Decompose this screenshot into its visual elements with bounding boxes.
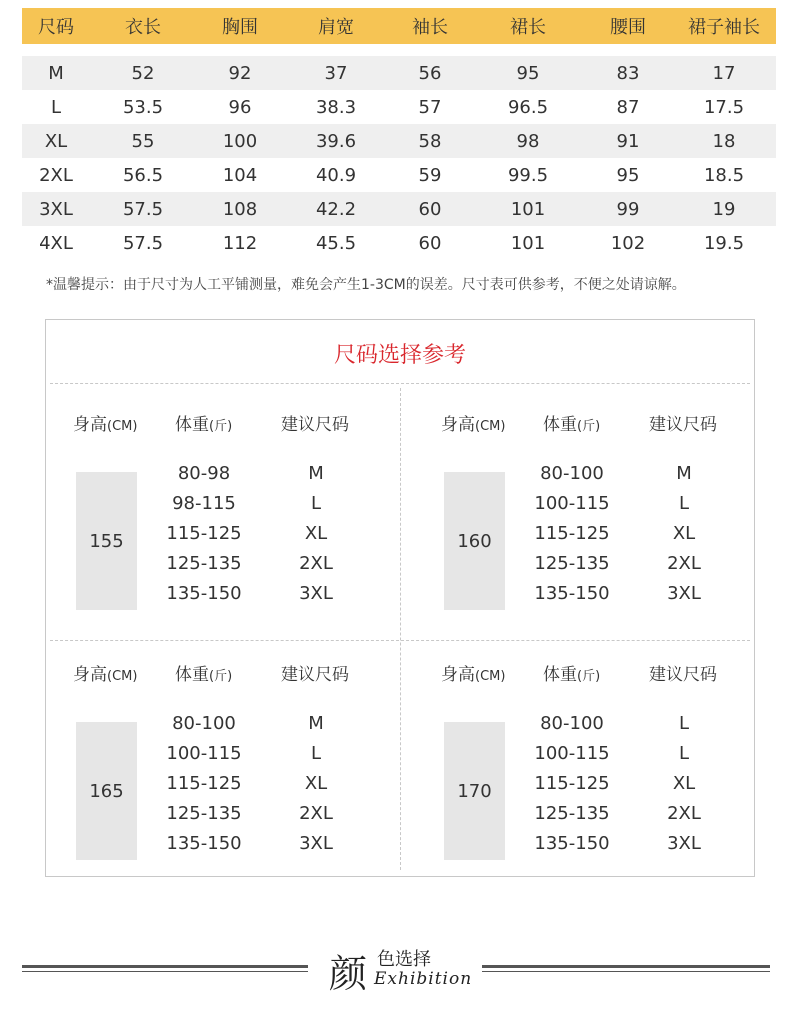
banner-line-right-thin [482,971,770,972]
size-value: 95 [516,62,540,84]
color-exhibition-banner [22,945,770,995]
height-header-text: 身高 [73,415,107,435]
size-header-text: 建议尺码 [281,415,349,435]
height-header-text: 身高 [73,665,107,685]
header-size: 尺码 [38,17,74,38]
size-table-header [22,8,776,44]
banner-line-left [22,965,308,968]
weight-range: 135-150 [534,833,610,854]
size-value: 99.5 [507,164,549,186]
size-row [22,158,776,192]
size-value: 91 [616,130,640,152]
height-header-text: 身高 [441,415,475,435]
banner-title: 色选择 [377,949,431,970]
size-value: 60 [418,232,442,254]
height-header [73,660,137,685]
banner-line-left-thin [22,971,308,972]
size-value: 38.3 [315,96,357,118]
size-value: 101 [510,232,546,254]
suggested-size: L [678,713,690,734]
size-value: 83 [616,62,640,84]
divider-top [50,383,750,384]
weight-header-text: 体重 [543,415,577,435]
size-value: 60 [418,198,442,220]
weight-range: 100-115 [166,743,242,764]
suggested-size: 2XL [667,553,701,574]
height-header [441,410,505,435]
weight-range: 125-135 [534,553,610,574]
size-value: 17 [712,62,736,84]
size-value: 95 [616,164,640,186]
size-table [22,8,776,260]
weight-header-text: 体重 [175,665,209,685]
size-header-text: 建议尺码 [649,665,717,685]
size-value: 39.6 [315,130,357,152]
header-length: 衣长 [125,17,161,38]
header-sleeve: 袖长 [412,17,448,38]
size-value: 57.5 [122,198,164,220]
height-header-text: 身高 [441,665,475,685]
banner-big-char: 颜 [329,952,368,996]
size-value: 19 [712,198,736,220]
weight-range: 115-125 [534,523,610,544]
height-header-unit: (CM) [107,669,138,684]
suggested-size: XL [672,523,696,544]
size-value: 42.2 [315,198,357,220]
suggested-size: XL [672,773,696,794]
weight-range: 80-98 [177,463,231,484]
reference-group [414,410,754,645]
size-header-text: 建议尺码 [649,415,717,435]
size-value: 56.5 [122,164,164,186]
weight-header [175,660,232,685]
size-value: 92 [228,62,252,84]
height-header [441,660,505,685]
weight-range: 115-125 [166,523,242,544]
size-value: 45.5 [315,232,357,254]
weight-range: 125-135 [534,803,610,824]
weight-header [543,660,600,685]
weight-header-text: 体重 [175,415,209,435]
size-value: 104 [222,164,258,186]
suggested-size: M [308,463,324,484]
size-value: 101 [510,198,546,220]
height-header [73,410,137,435]
suggested-size: 3XL [667,833,701,854]
weight-header-unit: (斤) [577,669,601,684]
suggested-size: 2XL [667,803,701,824]
size-header [281,410,349,435]
size-header [649,410,717,435]
header-skirt-length: 裙长 [510,17,546,38]
height-header-unit: (CM) [475,669,506,684]
weight-range: 98-115 [172,493,236,514]
size-row [22,124,776,158]
size-value: 57.5 [122,232,164,254]
size-label: M [48,62,64,84]
weight-range: 115-125 [166,773,242,794]
weight-range: 135-150 [166,583,242,604]
size-value: 56 [418,62,442,84]
measurement-note: *温馨提示：由于尺寸为人工平铺测量，难免会产生1-3CM的误差。尺寸表可供参考，不便之处请谅解。 [46,277,686,293]
reference-group [46,660,386,895]
weight-range: 100-115 [534,743,610,764]
banner-line-right [482,965,770,968]
size-row [22,192,776,226]
size-value: 19.5 [703,232,745,254]
size-value: 87 [616,96,640,118]
banner-english: Exhibition [374,969,473,989]
size-value: 59 [418,164,442,186]
height-value: 165 [76,722,137,860]
size-label: XL [44,130,68,152]
size-value: 55 [131,130,155,152]
size-header-text: 建议尺码 [281,665,349,685]
weight-header-unit: (斤) [577,419,601,434]
size-value: 102 [610,232,646,254]
size-value: 96 [228,96,252,118]
size-value: 40.9 [315,164,357,186]
suggested-size: XL [304,523,328,544]
size-value: 52 [131,62,155,84]
size-value: 17.5 [703,96,745,118]
suggested-size: L [310,493,322,514]
height-header-unit: (CM) [475,419,506,434]
header-waist: 腰围 [610,17,646,38]
suggested-size: M [676,463,692,484]
header-skirt-sleeve: 裙子袖长 [688,17,760,38]
size-value: 37 [324,62,348,84]
size-value: 18 [712,130,736,152]
size-value: 57 [418,96,442,118]
size-value: 112 [222,232,258,254]
size-header [649,660,717,685]
size-reference-box [45,319,755,877]
reference-group [46,410,386,645]
size-value: 99 [616,198,640,220]
size-value: 108 [222,198,258,220]
suggested-size: 2XL [299,803,333,824]
size-value: 100 [222,130,258,152]
divider-vertical [400,388,401,870]
height-value: 160 [444,472,505,610]
size-label: L [50,96,62,118]
weight-range: 125-135 [166,803,242,824]
weight-header-text: 体重 [543,665,577,685]
suggested-size: M [308,713,324,734]
height-header-unit: (CM) [107,419,138,434]
size-value: 96.5 [507,96,549,118]
size-header [281,660,349,685]
weight-range: 100-115 [534,493,610,514]
weight-header [543,410,600,435]
size-row [22,56,776,90]
size-value: 98 [516,130,540,152]
suggested-size: 3XL [299,833,333,854]
size-row [22,90,776,124]
size-row [22,226,776,260]
size-value: 18.5 [703,164,745,186]
header-bust: 胸围 [222,17,258,38]
height-value: 170 [444,722,505,860]
weight-range: 135-150 [534,583,610,604]
weight-range: 80-100 [172,713,236,734]
weight-range: 80-100 [540,463,604,484]
weight-range: 80-100 [540,713,604,734]
header-shoulder: 肩宽 [318,17,354,38]
weight-range: 135-150 [166,833,242,854]
size-label: 4XL [39,232,73,254]
suggested-size: L [678,493,690,514]
suggested-size: L [310,743,322,764]
size-label: 3XL [39,198,73,220]
suggested-size: XL [304,773,328,794]
weight-range: 125-135 [166,553,242,574]
suggested-size: 3XL [299,583,333,604]
weight-header [175,410,232,435]
size-label: 2XL [39,164,73,186]
reference-group [414,660,754,895]
reference-title: 尺码选择参考 [333,343,466,368]
weight-header-unit: (斤) [209,419,233,434]
suggested-size: L [678,743,690,764]
size-value: 58 [418,130,442,152]
suggested-size: 2XL [299,553,333,574]
weight-header-unit: (斤) [209,669,233,684]
height-value: 155 [76,472,137,610]
size-value: 53.5 [122,96,164,118]
weight-range: 115-125 [534,773,610,794]
suggested-size: 3XL [667,583,701,604]
